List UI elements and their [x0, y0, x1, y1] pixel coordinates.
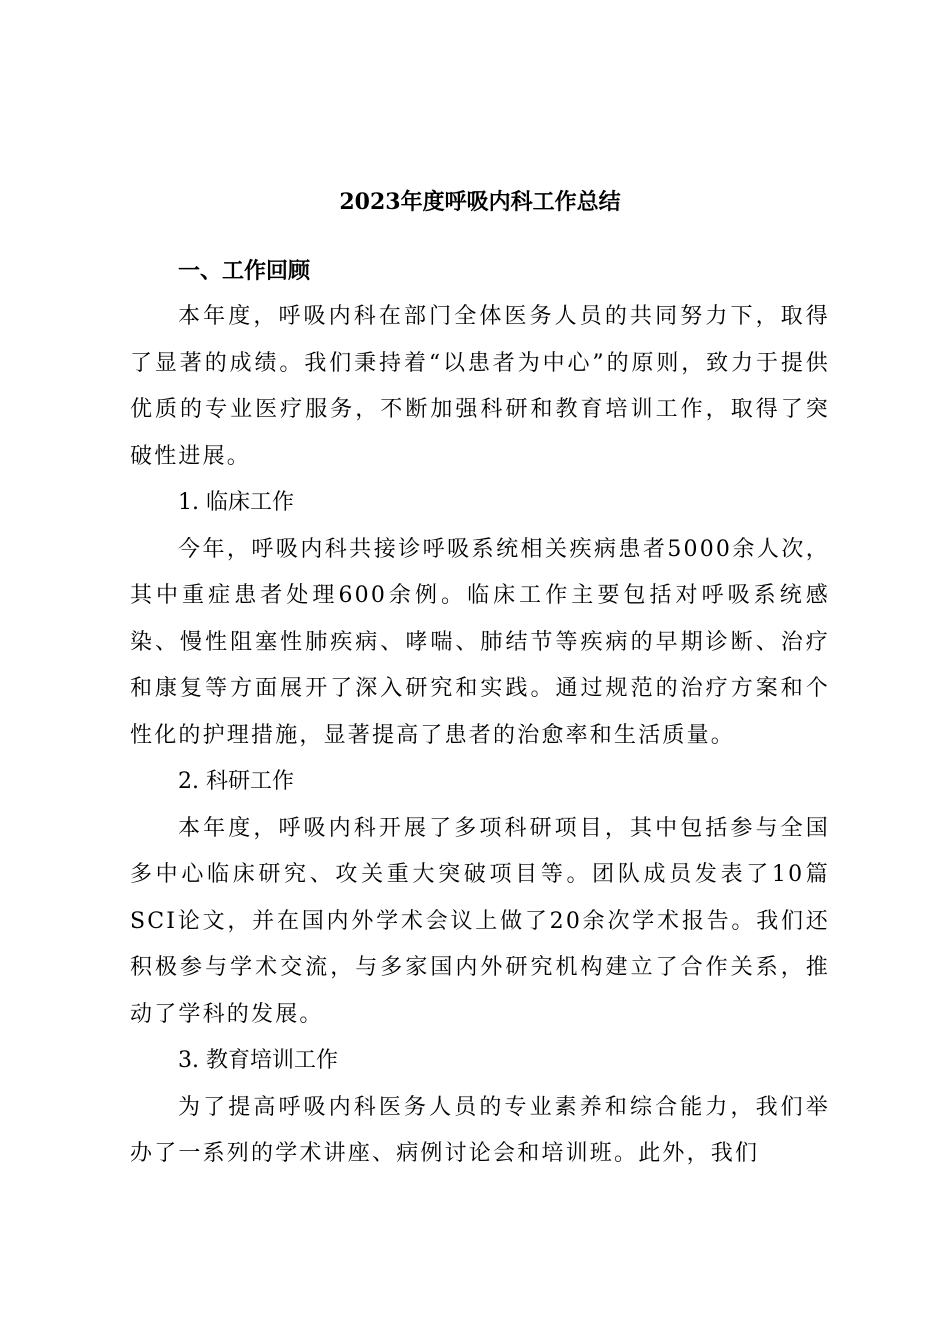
subheading-research-work: 2. 科研工作: [178, 769, 294, 794]
section-heading-work-review: 一、工作回顾: [178, 258, 311, 284]
paragraph-research-work: 本年度，呼吸内科开展了多项科研项目，其中包括参与全国多中心临床研究、攻关重大突破项目等。团队成员发表了10篇SCI论文，并在国内外学术会议上做了20余次学术报告。我们还积极参与学术交流，与多家国内外研究机构建立了合作关系，推动了学科的发展。: [130, 815, 830, 1027]
section-intro-paragraph: 本年度，呼吸内科在部门全体医务人员的共同努力下，取得了显著的成绩。我们秉持着“以患者为中心”的原则，致力于提供优质的专业医疗服务，不断加强科研和教育培训工作，取得了突破性进展。: [130, 304, 830, 469]
subheading-education-training: 3. 教育培训工作: [178, 1048, 338, 1073]
subheading-clinical-work: 1. 临床工作: [178, 490, 294, 515]
document-title: 2023年度呼吸内科工作总结: [339, 189, 621, 215]
paragraph-clinical-work: 今年，呼吸内科共接诊呼吸系统相关疾病患者5000余人次，其中重症患者处理600余例。临床工作主要包括对呼吸系统感染、慢性阻塞性肺疾病、哮喘、肺结节等疾病的早期诊断、治疗和康复等方面展开了深入研究和实践。通过规范的治疗方案和个性化的护理措施，显著提高了患者的治愈率和生活质量。: [130, 536, 830, 748]
paragraph-education-training: 为了提高呼吸内科医务人员的专业素养和综合能力，我们举办了一系列的学术讲座、病例讨论会和培训班。此外，我们: [130, 1094, 830, 1166]
document-content: [130, 182, 830, 1178]
